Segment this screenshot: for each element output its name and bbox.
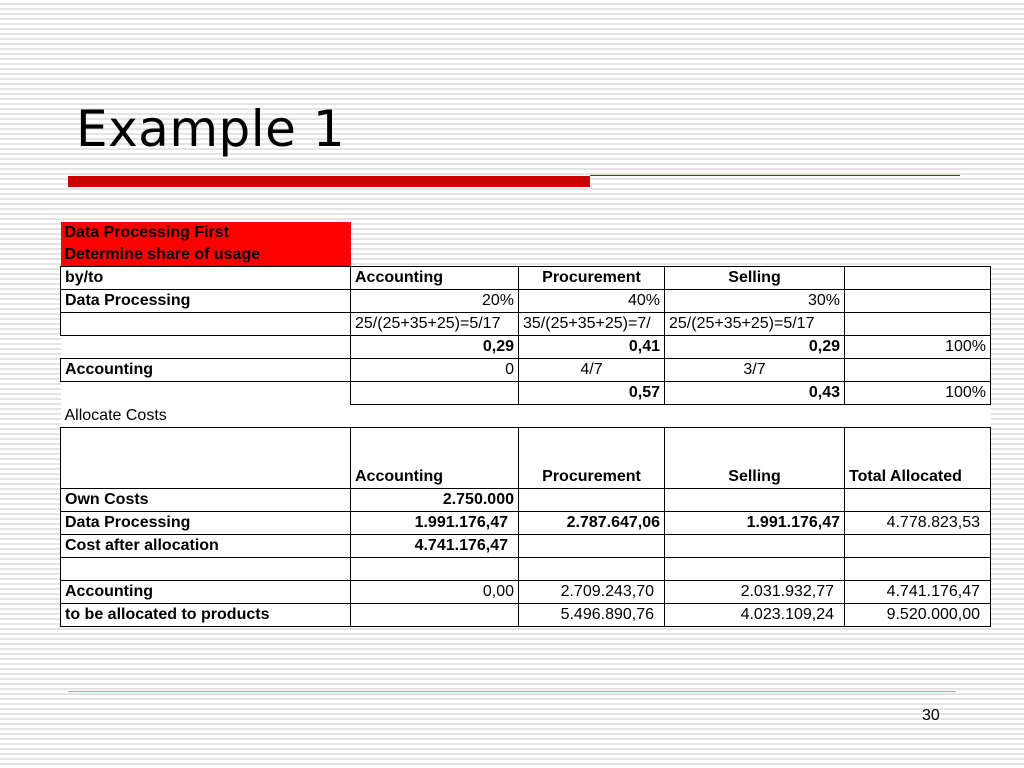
cell-value: 4.778.823,53 (845, 512, 991, 535)
cell-value: 4/7 (519, 359, 665, 382)
cell-value: 5.496.890,76 (519, 604, 665, 627)
header-selling: Selling (665, 267, 845, 290)
section-heading-1: Data Processing First (61, 222, 351, 244)
cell-value: 2.750.000 (351, 489, 519, 512)
empty-cell (845, 267, 991, 290)
row-label-own-costs: Own Costs (61, 489, 351, 512)
empty-cell (845, 489, 991, 512)
header-selling: Selling (665, 428, 845, 489)
table-row (61, 313, 991, 336)
cell-value: 4.023.109,24 (665, 604, 845, 627)
empty-cell (351, 382, 519, 405)
cell-value: 2.709.243,70 (519, 581, 665, 604)
slide-title: Example 1 (76, 100, 346, 158)
cell-share: 0,43 (665, 382, 845, 405)
cell-by-to: by/to (61, 267, 351, 290)
empty-cell (61, 558, 351, 581)
table-row (61, 382, 991, 405)
cell-formula: 35/(25+35+25)=7/ (519, 313, 665, 336)
section-label-allocate: Allocate Costs (61, 405, 351, 428)
cell-value: 1.991.176,47 (665, 512, 845, 535)
cell-share-total: 100% (845, 382, 991, 405)
row-label-cost-after-allocation: Cost after allocation (61, 535, 351, 558)
header-accounting: Accounting (351, 267, 519, 290)
cell-share: 0,57 (519, 382, 665, 405)
cell-formula: 25/(25+35+25)=5/17 (351, 313, 519, 336)
row-label-accounting: Accounting (61, 359, 351, 382)
empty-cell (845, 558, 991, 581)
title-underline-bar (68, 176, 590, 187)
row-label-to-be-allocated: to be allocated to products (61, 604, 351, 627)
table-row (61, 222, 991, 244)
empty-cell (665, 535, 845, 558)
cell-value: 30% (665, 290, 845, 313)
header-total-allocated: Total Allocated (845, 428, 991, 489)
table-row (61, 405, 991, 428)
empty-cell (61, 428, 351, 489)
empty-cell (665, 489, 845, 512)
cell-value: 1.991.176,47 (351, 512, 519, 535)
table-row (61, 558, 991, 581)
spreadsheet-table (60, 222, 991, 627)
empty-cell (351, 604, 519, 627)
table-row (61, 336, 991, 359)
page-number: 30 (922, 707, 940, 724)
empty-cell (519, 558, 665, 581)
cell-value: 3/7 (665, 359, 845, 382)
cell-value: 2.031.932,77 (665, 581, 845, 604)
table-row (61, 244, 991, 267)
row-label-data-processing: Data Processing (61, 290, 351, 313)
cell-share: 0,29 (351, 336, 519, 359)
empty-cell (845, 313, 991, 336)
empty-cell (665, 558, 845, 581)
footer-divider (68, 691, 956, 692)
empty-cell (519, 535, 665, 558)
table-row (61, 581, 991, 604)
header-procurement: Procurement (519, 428, 665, 489)
cell-value: 4.741.176,47 (351, 535, 519, 558)
empty-cell (61, 313, 351, 336)
cell-formula: 25/(25+35+25)=5/17 (665, 313, 845, 336)
row-label-data-processing: Data Processing (61, 512, 351, 535)
cell-value: 4.741.176,47 (845, 581, 991, 604)
section-heading-2: Determine share of usage (61, 244, 351, 267)
cell-share: 0,41 (519, 336, 665, 359)
header-accounting: Accounting (351, 428, 519, 489)
empty-cell (351, 558, 519, 581)
cell-value: 0 (351, 359, 519, 382)
row-label-accounting: Accounting (61, 581, 351, 604)
table-row (61, 359, 991, 382)
table-row (61, 489, 991, 512)
table-row (61, 512, 991, 535)
cell-value: 20% (351, 290, 519, 313)
table-row (61, 290, 991, 313)
cell-value: 0,00 (351, 581, 519, 604)
empty-cell (845, 359, 991, 382)
table-row (61, 428, 991, 489)
empty-cell (845, 535, 991, 558)
cell-value: 2.787.647,06 (519, 512, 665, 535)
table-row (61, 267, 991, 290)
empty-cell (845, 290, 991, 313)
title-underline-line (590, 175, 960, 176)
cell-value: 9.520.000,00 (845, 604, 991, 627)
table-row (61, 535, 991, 558)
empty-cell (519, 489, 665, 512)
table-row (61, 604, 991, 627)
cell-share: 0,29 (665, 336, 845, 359)
cell-share-total: 100% (845, 336, 991, 359)
cell-value: 40% (519, 290, 665, 313)
header-procurement: Procurement (519, 267, 665, 290)
